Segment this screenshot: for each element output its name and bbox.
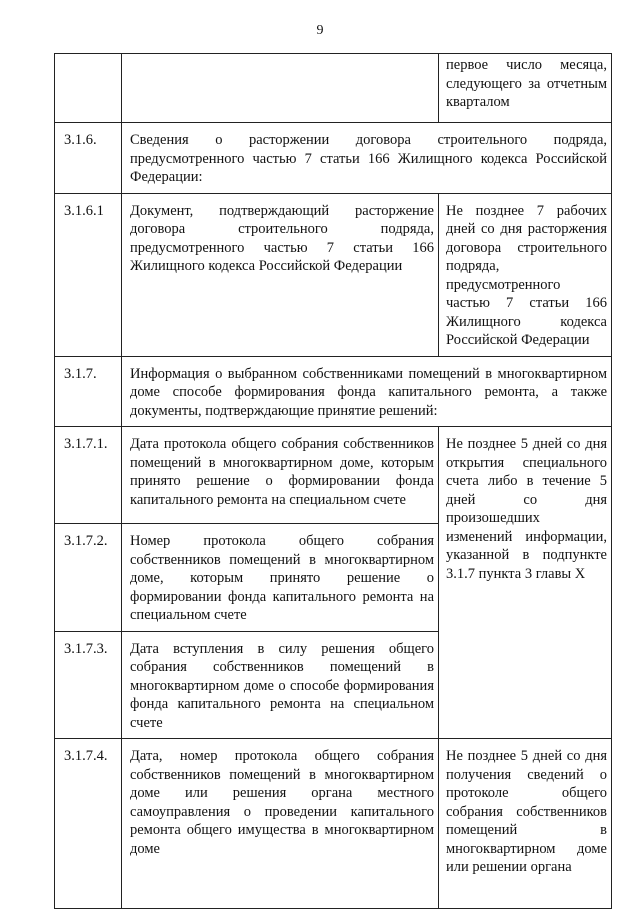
row-text: Дата протокола общего собрания собственников помещений в многоквартирном доме, которым принято решение о формировании фонда капитального ремонта на специальном счете bbox=[122, 427, 439, 524]
row-number: 3.1.7.4. bbox=[55, 739, 122, 909]
table-row bbox=[55, 123, 612, 194]
table-row bbox=[55, 356, 612, 427]
row-text: Дата вступления в силу решения общего собрания собственников помещений в многоквартирном доме о способе формирования фонда капитального ремонта на специальном счете bbox=[122, 631, 439, 739]
table-row bbox=[55, 54, 612, 123]
row-deadline: Не позднее 5 дней со дня получения сведений о протоколе общего собрания собственников помещений в многоквартирном доме или решении органа bbox=[439, 739, 612, 909]
regulation-table bbox=[54, 53, 612, 909]
table-row bbox=[55, 427, 612, 524]
table-row bbox=[55, 193, 612, 356]
row-text: Дата, номер протокола общего собрания собственников помещений в многоквартирном доме или решения органа местного самоуправления о проведении капитального ремонта общего имущества в многоквартирном доме bbox=[122, 739, 439, 909]
row-number: 3.1.7.1. bbox=[55, 427, 122, 524]
row-text: Сведения о расторжении договора строительного подряда, предусмотренного частью 7 статьи 166 Жилищного кодекса Российской Федерации: bbox=[122, 123, 612, 194]
row-number: 3.1.6. bbox=[55, 123, 122, 194]
row-text: Документ, подтверждающий расторжение договора строительного подряда, предусмотренного частью 7 статьи 166 Жилищного кодекса Российской Федерации bbox=[122, 193, 439, 356]
row-number: 3.1.7.2. bbox=[55, 524, 122, 632]
row-number: 3.1.7.3. bbox=[55, 631, 122, 739]
row-deadline: первое число месяца, следующего за отчетным кварталом bbox=[439, 54, 612, 123]
row-number bbox=[55, 54, 122, 123]
row-text: Номер протокола общего собрания собственников помещений в многоквартирном доме, которым принято решение о формировании фонда капитального ремонта на специальном счете bbox=[122, 524, 439, 632]
row-number: 3.1.6.1 bbox=[55, 193, 122, 356]
row-number: 3.1.7. bbox=[55, 356, 122, 427]
row-deadline: Не позднее 5 дней со дня открытия специального счета либо в течение 5 дней со дня произошедших изменений информации, указанной в подпункте 3.1.7 пункта 3 главы X bbox=[439, 427, 612, 739]
page-number: 9 bbox=[316, 23, 324, 38]
row-deadline: Не позднее 7 рабочих дней со дня расторжения договора строительного подряда, предусмотренного частью 7 статьи 166 Жилищного кодекса Российской Федерации bbox=[439, 193, 612, 356]
row-text bbox=[122, 54, 439, 123]
row-text: Информация о выбранном собственниками помещений в многоквартирном доме способе формирования фонда капитального ремонта, а также документы, подтверждающие принятие решений: bbox=[122, 356, 612, 427]
table-row bbox=[55, 739, 612, 909]
